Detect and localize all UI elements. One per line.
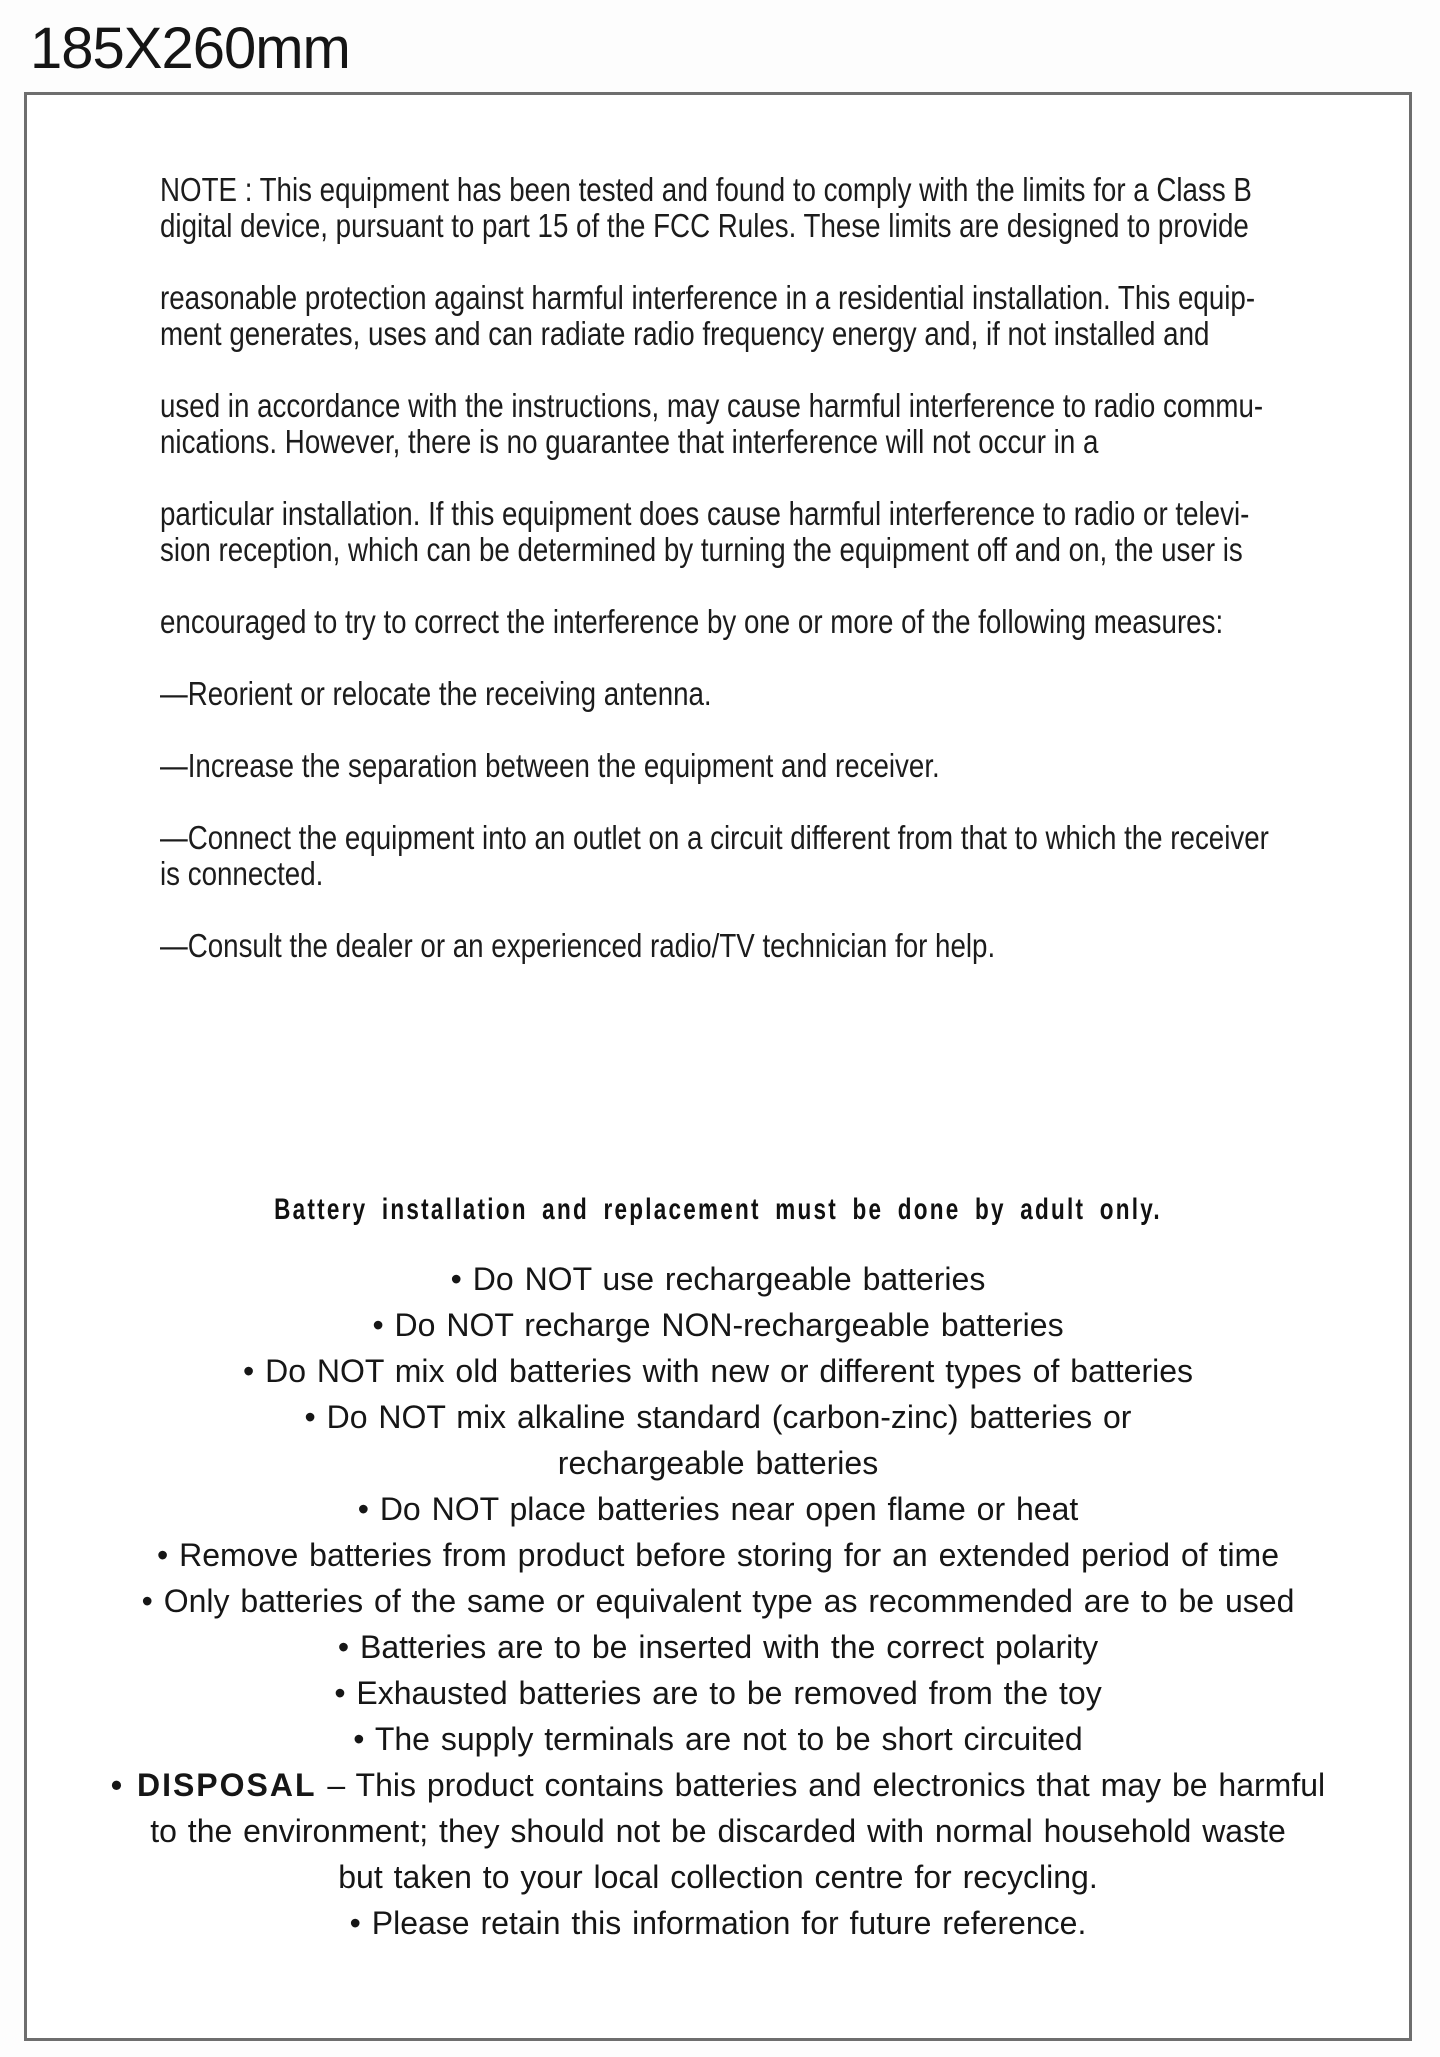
fcc-notice-line: [160, 604, 1269, 640]
fcc-notice-line: [160, 532, 1269, 568]
fcc-notice-line: [160, 280, 1269, 316]
battery-section-header: Battery installation and replacement must be done by adult only.: [274, 1193, 1162, 1226]
fcc-notice-line: [160, 388, 1269, 424]
fcc-notice-line: [160, 748, 1269, 784]
battery-warning-line: [27, 1670, 1409, 1716]
battery-warning-text: • Do NOT recharge NON-rechargeable batteries: [372, 1307, 1064, 1343]
battery-warning-text: rechargeable batteries: [557, 1445, 879, 1481]
battery-warning-text: • Exhausted batteries are to be removed from the toy: [334, 1675, 1102, 1711]
fcc-notice-line: [160, 928, 1269, 964]
battery-warning-line: [27, 1302, 1409, 1348]
battery-warning-text: • Do NOT use rechargeable batteries: [450, 1261, 986, 1297]
fcc-notice-line-text: particular installation. If this equipment does cause harmful interference to radio or televi-: [160, 495, 1250, 532]
battery-warning-text: • Only batteries of the same or equivalent type as recommended are to be used: [141, 1583, 1295, 1619]
battery-warning-text: • Do NOT place batteries near open flame or heat: [357, 1491, 1079, 1527]
battery-warning-line: [27, 1440, 1409, 1486]
battery-warning-list: [27, 1256, 1409, 1946]
fcc-notice-line-text: is connected.: [160, 855, 324, 892]
disposal-label: • DISPOSAL: [110, 1767, 317, 1803]
battery-warning-text: • The supply terminals are not to be short circuited: [353, 1721, 1083, 1757]
page-size-label: 185X260mm: [30, 16, 350, 81]
fcc-notice-line-text: reasonable protection against harmful interference in a residential installation. This equip-: [160, 279, 1256, 316]
fcc-notice-line-text: —Consult the dealer or an experienced radio/TV technician for help.: [160, 927, 996, 964]
fcc-notice-line-text: NOTE : This equipment has been tested and found to comply with the limits for a Class B: [160, 171, 1252, 208]
battery-warning-line: [27, 1486, 1409, 1532]
battery-warning-text: • Batteries are to be inserted with the correct polarity: [337, 1629, 1099, 1665]
battery-warning-text: • Do NOT mix old batteries with new or different types of batteries: [243, 1353, 1193, 1389]
fcc-notice-line: [160, 676, 1269, 712]
battery-warning-line: [27, 1348, 1409, 1394]
battery-warning-text: – This product contains batteries and electronics that may be harmful: [316, 1767, 1326, 1803]
battery-warning-text: to the environment; they should not be discarded with normal household waste: [150, 1813, 1286, 1849]
fcc-notice-line-text: —Increase the separation between the equipment and receiver.: [160, 747, 940, 784]
battery-warning-line: [27, 1762, 1409, 1808]
battery-warning-line: [27, 1532, 1409, 1578]
battery-warning-line: [27, 1578, 1409, 1624]
fcc-notice: [160, 172, 1269, 964]
fcc-notice-line-text: —Connect the equipment into an outlet on a circuit different from that to which the receiver: [160, 819, 1269, 856]
fcc-notice-line: [160, 856, 1269, 892]
battery-warning-text: • Please retain this information for future reference.: [349, 1905, 1087, 1941]
fcc-notice-line: [160, 496, 1269, 532]
fcc-notice-line: [160, 316, 1269, 352]
fcc-notice-line: [160, 820, 1269, 856]
battery-warning-line: [27, 1256, 1409, 1302]
battery-warning-line: [27, 1716, 1409, 1762]
fcc-notice-line-text: used in accordance with the instructions, may cause harmful interference to radio commu-: [160, 387, 1264, 424]
battery-warning-line: [27, 1854, 1409, 1900]
battery-warning-text: • Do NOT mix alkaline standard (carbon-zinc) batteries or: [304, 1399, 1132, 1435]
battery-warning-text: but taken to your local collection centre for recycling.: [338, 1859, 1098, 1895]
fcc-notice-line: [160, 424, 1269, 460]
fcc-notice-line-text: ment generates, uses and can radiate radio frequency energy and, if not installed and: [160, 315, 1210, 352]
fcc-notice-line-text: —Reorient or relocate the receiving antenna.: [160, 675, 712, 712]
battery-warning-line: [27, 1808, 1409, 1854]
fcc-notice-line: [160, 172, 1269, 208]
fcc-notice-line-text: nications. However, there is no guarantee that interference will not occur in a: [160, 423, 1099, 460]
fcc-notice-line: [160, 208, 1269, 244]
battery-warning-line: [27, 1900, 1409, 1946]
battery-warning-line: [27, 1624, 1409, 1670]
fcc-notice-line-text: digital device, pursuant to part 15 of the FCC Rules. These limits are designed to provide: [160, 207, 1249, 244]
battery-warning-text: • Remove batteries from product before storing for an extended period of time: [157, 1537, 1279, 1573]
fcc-notice-line-text: sion reception, which can be determined by turning the equipment off and on, the user is: [160, 531, 1243, 568]
fcc-notice-line-text: encouraged to try to correct the interference by one or more of the following measures:: [160, 603, 1224, 640]
battery-warning-line: [27, 1394, 1409, 1440]
